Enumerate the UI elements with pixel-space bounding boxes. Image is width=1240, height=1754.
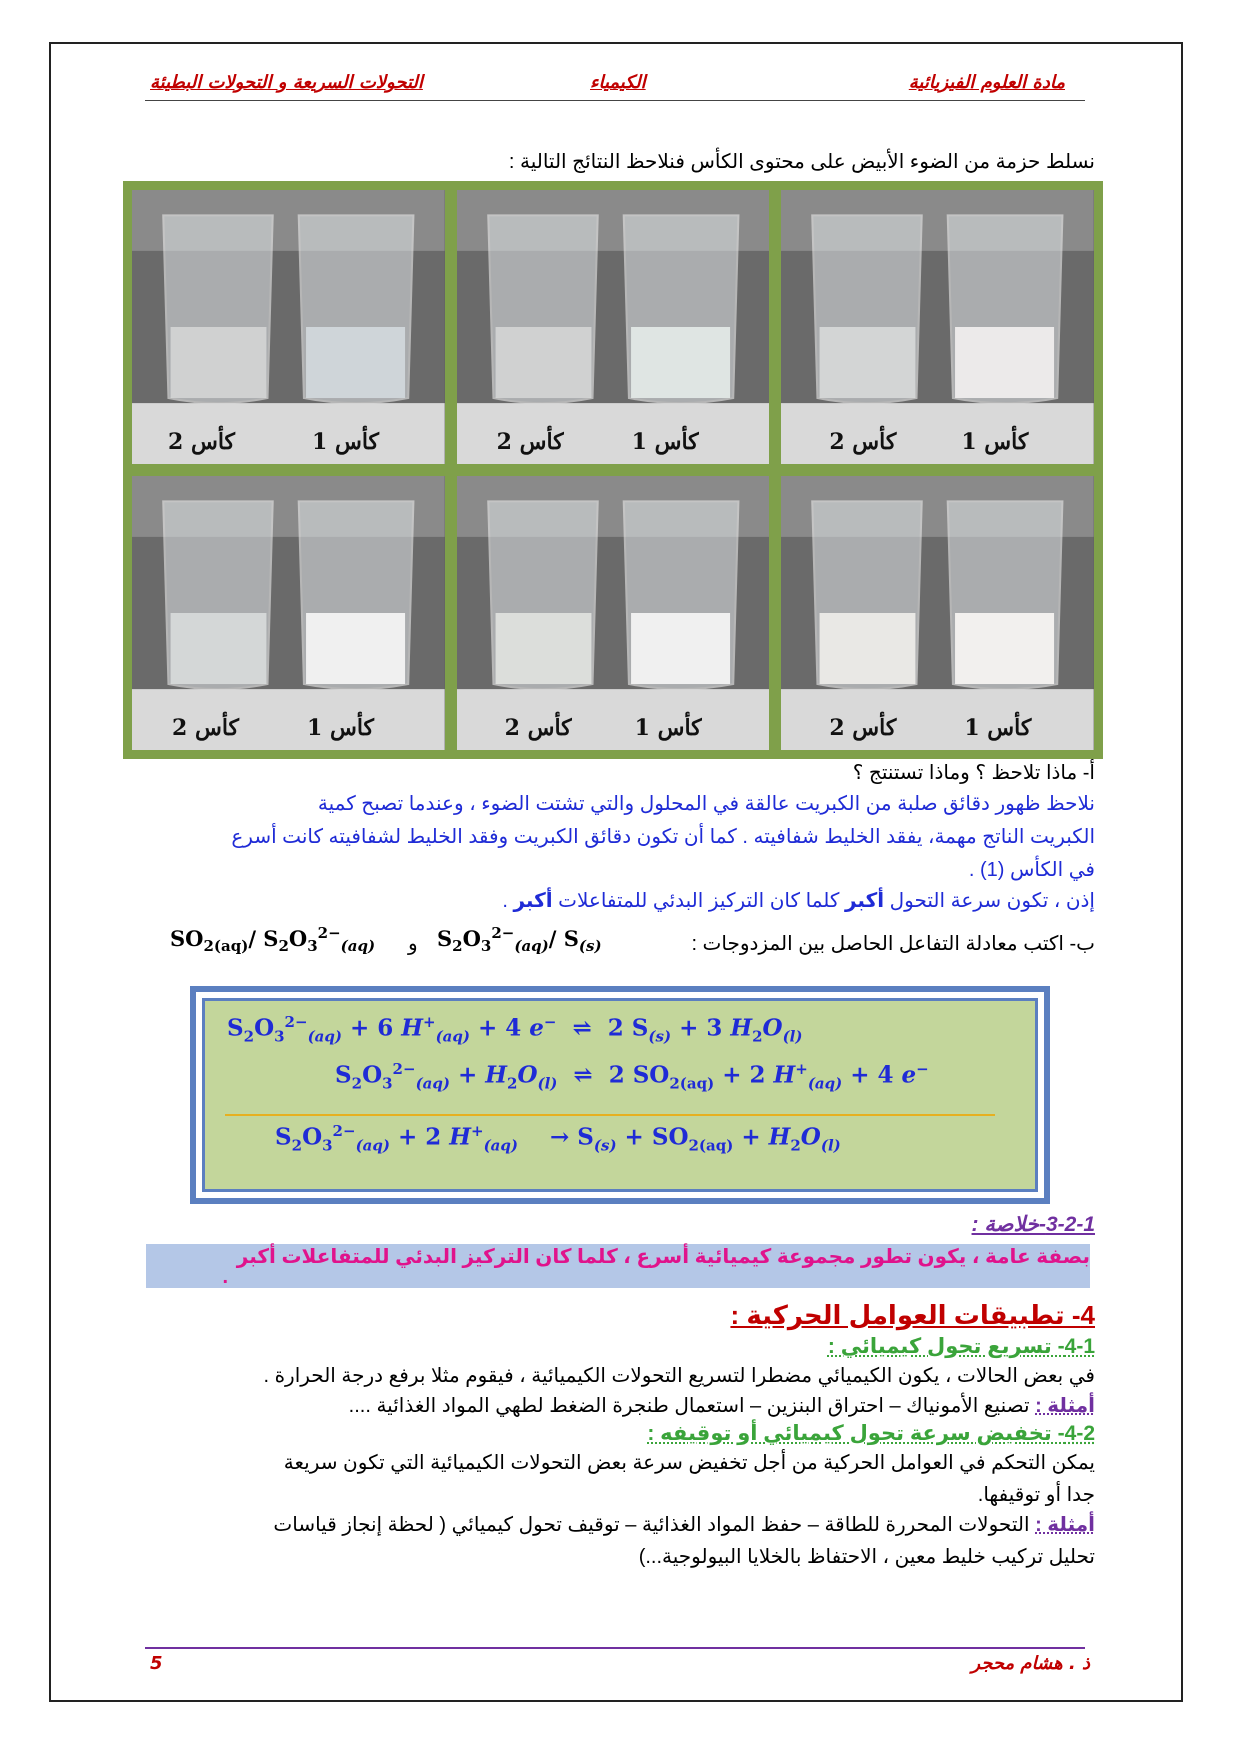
beaker-photo — [132, 190, 445, 464]
section-4-1-title: 4-1- تسريع تحول كيميائي : — [827, 1335, 1095, 1358]
equation-sum-rule — [225, 1114, 995, 1116]
section-4-1-text: في بعض الحالات ، يكون الكيميائي مضطرا لتسريع التحولات الكيميائية ، فيقوم مثلا برفع درجة الحرارة . — [263, 1365, 1095, 1387]
section-4-2-examples: أمثلة : التحولات المحررة للطاقة – حفظ المواد الغذائية – توقيف تحول كيميائي ( لحظة إنجاز قياسات — [273, 1514, 1095, 1536]
beaker-photo — [132, 476, 445, 750]
header-rule — [145, 100, 1085, 101]
section-4-2-examples: تحليل تركيب خليط معين ، الاحتفاظ بالخلايا البيولوجية...) — [638, 1546, 1095, 1568]
footer-rule — [145, 1647, 1085, 1649]
and-word: و — [408, 933, 418, 955]
question-b: ب- اكتب معادلة التفاعل الحاصل بين المزدوجات : — [691, 933, 1095, 955]
beaker-photo — [457, 190, 770, 464]
summary-line-2: . — [222, 1266, 228, 1288]
beaker-label-1: كأس 1 — [634, 715, 702, 741]
beaker-label-1: كأس 1 — [964, 715, 1032, 741]
beaker-label-1: كأس 1 — [961, 429, 1029, 455]
answer-a-line: الكبريت الناتج مهمة، يفقد الخليط شفافيته . كما أن تكون دقائق الكبريت وفقد الخليط لشفافيته كانت أسرع — [231, 826, 1095, 848]
overall-equation: $S_2O_3^{2-}_{(aq)} + 2$ $H^+_{(aq)}$ → $S_{(s)} + SO_{2(aq)} + H_2O_{(l)}$ — [275, 1122, 841, 1155]
section-4-2-text: جدا أو توقيفها. — [977, 1484, 1095, 1506]
conclusion-a: إذن ، تكون سرعة التحول أكبر كلما كان التركيز البدئي للمتفاعلات أكبر . — [502, 890, 1095, 912]
question-a: أ- ماذا تلاحظ ؟ وماذا تستنتج ؟ — [852, 762, 1095, 784]
header-branch: الكيمياء — [590, 72, 646, 93]
intro-text: نسلط حزمة من الضوء الأبيض على محتوى الكأس فنلاحظ النتائج التالية : — [508, 151, 1095, 173]
section-4-title: 4- تطبيقات العوامل الحركية : — [730, 1300, 1095, 1330]
header-unit: التحولات السريعة و التحولات البطيئة — [150, 72, 423, 93]
beaker-photo — [457, 476, 770, 750]
summary-heading: 3-2-1-خلاصة : — [971, 1213, 1095, 1236]
couple-thiosulfate-sulfur: $S_2O_3^{2-}_{(aq)}/$ $S_{(s)}$ — [437, 924, 602, 956]
section-4-1-examples: أمثلة : تصنيع الأمونياك – احتراق البنزين – استعمال طنجرة الضغط لطهي المواد الغذائية .... — [348, 1395, 1095, 1417]
page-number: 5 — [150, 1653, 163, 1674]
section-4-2-title: 4-2- تخفيض سرعة تحول كيميائي أو توقيفه : — [647, 1422, 1095, 1445]
beaker-label-1: كأس 1 — [312, 429, 380, 455]
beaker-label-2: كأس 2 — [829, 715, 897, 741]
beaker-label-1: كأس 1 — [631, 429, 699, 455]
half-equation-oxidation: $S_2O_3^{2-}_{(aq)} + H_2O_{(l)}$ ⇌ 2 $SO_{2(aq)} + 2$ $H^+_{(aq)} + 4$ e− — [335, 1060, 929, 1093]
half-equation-reduction: $S_2O_3^{2-}_{(aq)} + 6$ $H^+_{(aq)} + 4$ e− ⇌ 2 $S_{(s)} + 3$ $H_2O_{(l)}$ — [227, 1013, 803, 1046]
beaker-label-1: كأس 1 — [307, 715, 375, 741]
answer-a-line: في الكأس (1) . — [968, 859, 1095, 881]
beaker-label-2: كأس 2 — [504, 715, 572, 741]
beaker-label-2: كأس 2 — [168, 429, 236, 455]
equation-box — [190, 986, 1050, 1204]
summary-line-1: بصفة عامة ، يكون تطور مجموعة كيميائية أسرع ، كلما كان التركيز البدئي للمتفاعلات أكبر — [236, 1246, 1090, 1268]
beaker-photo — [781, 476, 1094, 750]
couple-so2-thiosulfate: $SO_{2(aq)}/$ $S_2O_3^{2-}_{(aq)}$ — [170, 924, 376, 956]
beaker-label-2: كأس 2 — [829, 429, 897, 455]
answer-a-line: نلاحظ ظهور دقائق صلبة من الكبريت عالقة في المحلول والتي تشتت الضوء ، وعندما تصبح كمية — [317, 793, 1095, 815]
footer-author: ذ . هشام محجر — [971, 1653, 1090, 1674]
beaker-label-2: كأس 2 — [496, 429, 564, 455]
beaker-photo-grid — [123, 181, 1103, 759]
header-subject: مادة العلوم الفيزيائية — [908, 72, 1065, 93]
beaker-label-2: كأس 2 — [172, 715, 240, 741]
section-4-2-text: يمكن التحكم في العوامل الحركية من أجل تخفيض سرعة بعض التحولات الكيميائية التي تكون سريعة — [283, 1452, 1095, 1474]
beaker-photo — [781, 190, 1094, 464]
